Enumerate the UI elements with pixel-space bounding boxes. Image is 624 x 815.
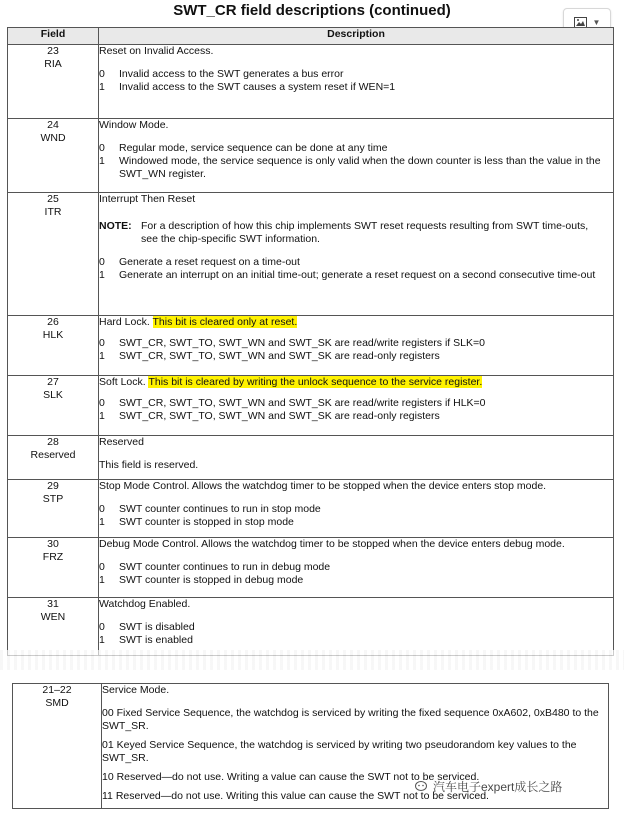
description-cell	[99, 316, 614, 376]
field-cell	[13, 684, 102, 809]
field-name: FRZ	[42, 551, 64, 563]
option-item: 1 Invalid access to the SWT causes a system reset if WEN=1	[99, 81, 396, 93]
field-cell	[8, 316, 99, 376]
image-icon	[574, 17, 587, 28]
description-text: Service Mode.	[102, 684, 170, 696]
field-number: 27	[47, 376, 59, 388]
field-number: 23	[47, 45, 59, 57]
description-text: Watchdog Enabled.	[99, 598, 191, 610]
chevron-down-icon: ▼	[592, 17, 601, 27]
mode-paragraph: 00 Fixed Service Sequence, the watchdog is serviced by writing the fixed sequence 0xA602, 0xB480 to the SWT_SR.	[102, 707, 599, 732]
description-text: Window Mode.	[99, 119, 169, 131]
mode-paragraph: 01 Keyed Service Sequence, the watchdog is serviced by writing two pseudorandom key values to the SWT_SR.	[102, 739, 577, 764]
field-name: ITR	[44, 206, 62, 218]
description-cell	[99, 45, 614, 119]
description-cell	[99, 119, 614, 193]
table-row	[8, 436, 614, 480]
table-row	[8, 119, 614, 193]
field-cell	[8, 436, 99, 480]
table-row	[8, 538, 614, 598]
field-number: 28	[47, 436, 59, 448]
description-text: Stop Mode Control. Allows the watchdog timer to be stopped when the device enters stop mode.	[99, 480, 547, 492]
option-item: 0 SWT_CR, SWT_TO, SWT_WN and SWT_SK are read/write registers if HLK=0	[99, 397, 486, 409]
table-row	[8, 480, 614, 538]
option-item: 0 SWT_CR, SWT_TO, SWT_WN and SWT_SK are read/write registers if SLK=0	[99, 337, 485, 349]
field-cell	[8, 538, 99, 598]
field-name: WEN	[40, 611, 66, 623]
option-item: 0 Regular mode, service sequence can be done at any time	[99, 142, 388, 154]
mode-paragraph: 11 Reserved—do not use. Writing this value can cause the SWT not to be serviced.	[102, 790, 489, 802]
description-cell	[99, 538, 614, 598]
field-table	[7, 27, 614, 656]
description-text: Reserved	[99, 436, 144, 448]
reserved-text: This field is reserved.	[99, 459, 199, 471]
wechat-icon	[415, 780, 429, 794]
field-number: 24	[47, 119, 59, 131]
option-item: 1 SWT is enabled	[99, 634, 193, 646]
description-text: Interrupt Then Reset	[99, 193, 196, 205]
field-number: 29	[47, 480, 59, 492]
note-text: For a description of how this chip implements SWT reset requests resulting from SWT time-outs, see the chip-specific SWT information.	[141, 220, 589, 245]
description-cell	[99, 436, 614, 480]
field-header: Field	[8, 28, 99, 45]
field-name: Reserved	[30, 449, 76, 461]
field-cell	[8, 480, 99, 538]
option-item: 1 Generate an interrupt on an initial time-out; generate a reset request on a second consecutive time-out	[99, 269, 596, 281]
watermark	[415, 778, 562, 795]
field-name: WND	[40, 132, 66, 144]
field-number: 26	[47, 316, 59, 328]
field-cell	[8, 376, 99, 436]
description-cell	[99, 376, 614, 436]
description-header: Description	[99, 28, 614, 45]
page-break	[0, 650, 624, 670]
description-cell	[99, 598, 614, 656]
option-item: 0 SWT counter continues to run in stop mode	[99, 503, 321, 515]
description-text: Soft Lock. This bit is cleared by writing the unlock sequence to the service register.	[99, 376, 483, 388]
header-row	[8, 28, 614, 45]
description-cell	[99, 193, 614, 316]
field-cell	[8, 598, 99, 656]
field-name: SLK	[43, 389, 63, 401]
field-cell	[8, 119, 99, 193]
field-name: SMD	[45, 697, 69, 709]
description-text: Reset on Invalid Access.	[99, 45, 214, 57]
description-text: Debug Mode Control. Allows the watchdog timer to be stopped when the device enters debug mode.	[99, 538, 565, 550]
field-name: RIA	[44, 58, 62, 70]
watermark-text: 汽车电子expert成长之路	[433, 780, 563, 794]
table-row	[8, 45, 614, 119]
field-name: HLK	[42, 329, 64, 341]
description-cell	[99, 480, 614, 538]
option-item: 1 SWT_CR, SWT_TO, SWT_WN and SWT_SK are read-only registers	[99, 350, 440, 362]
field-number: 21–22	[42, 684, 72, 696]
field-number: 30	[47, 538, 59, 550]
field-number: 25	[47, 193, 59, 205]
field-cell	[8, 193, 99, 316]
table-row	[8, 316, 614, 376]
field-name: STP	[42, 493, 64, 505]
option-item: 0 Generate a reset request on a time-out	[99, 256, 300, 268]
table-row	[8, 376, 614, 436]
highlighted-text: This bit is cleared only at reset.	[152, 316, 298, 328]
option-item: 0 Invalid access to the SWT generates a bus error	[99, 68, 344, 80]
field-number: 31	[47, 598, 59, 610]
option-item: 0 SWT counter continues to run in debug mode	[99, 561, 331, 573]
highlighted-text: This bit is cleared by writing the unlock sequence to the service register.	[148, 376, 483, 388]
description-text: Hard Lock. This bit is cleared only at reset.	[99, 316, 298, 328]
field-cell	[8, 45, 99, 119]
mode-paragraph: 10 Reserved—do not use. Writing a value can cause the SWT not to be serviced.	[102, 771, 480, 783]
table-row	[8, 193, 614, 316]
page-title: SWT_CR field descriptions (continued)	[173, 2, 451, 19]
note-label: NOTE:	[99, 220, 132, 232]
table-row	[8, 598, 614, 656]
option-item: 0 SWT is disabled	[99, 621, 195, 633]
note-block	[99, 220, 613, 246]
option-item: 1 SWT_CR, SWT_TO, SWT_WN and SWT_SK are read-only registers	[99, 410, 440, 422]
option-item: 1 SWT counter is stopped in stop mode	[99, 516, 294, 528]
option-item: 1 SWT counter is stopped in debug mode	[99, 574, 304, 586]
option-item: 1 Windowed mode, the service sequence is only valid when the down counter is less than the value in the SWT_WN register.	[99, 155, 601, 180]
